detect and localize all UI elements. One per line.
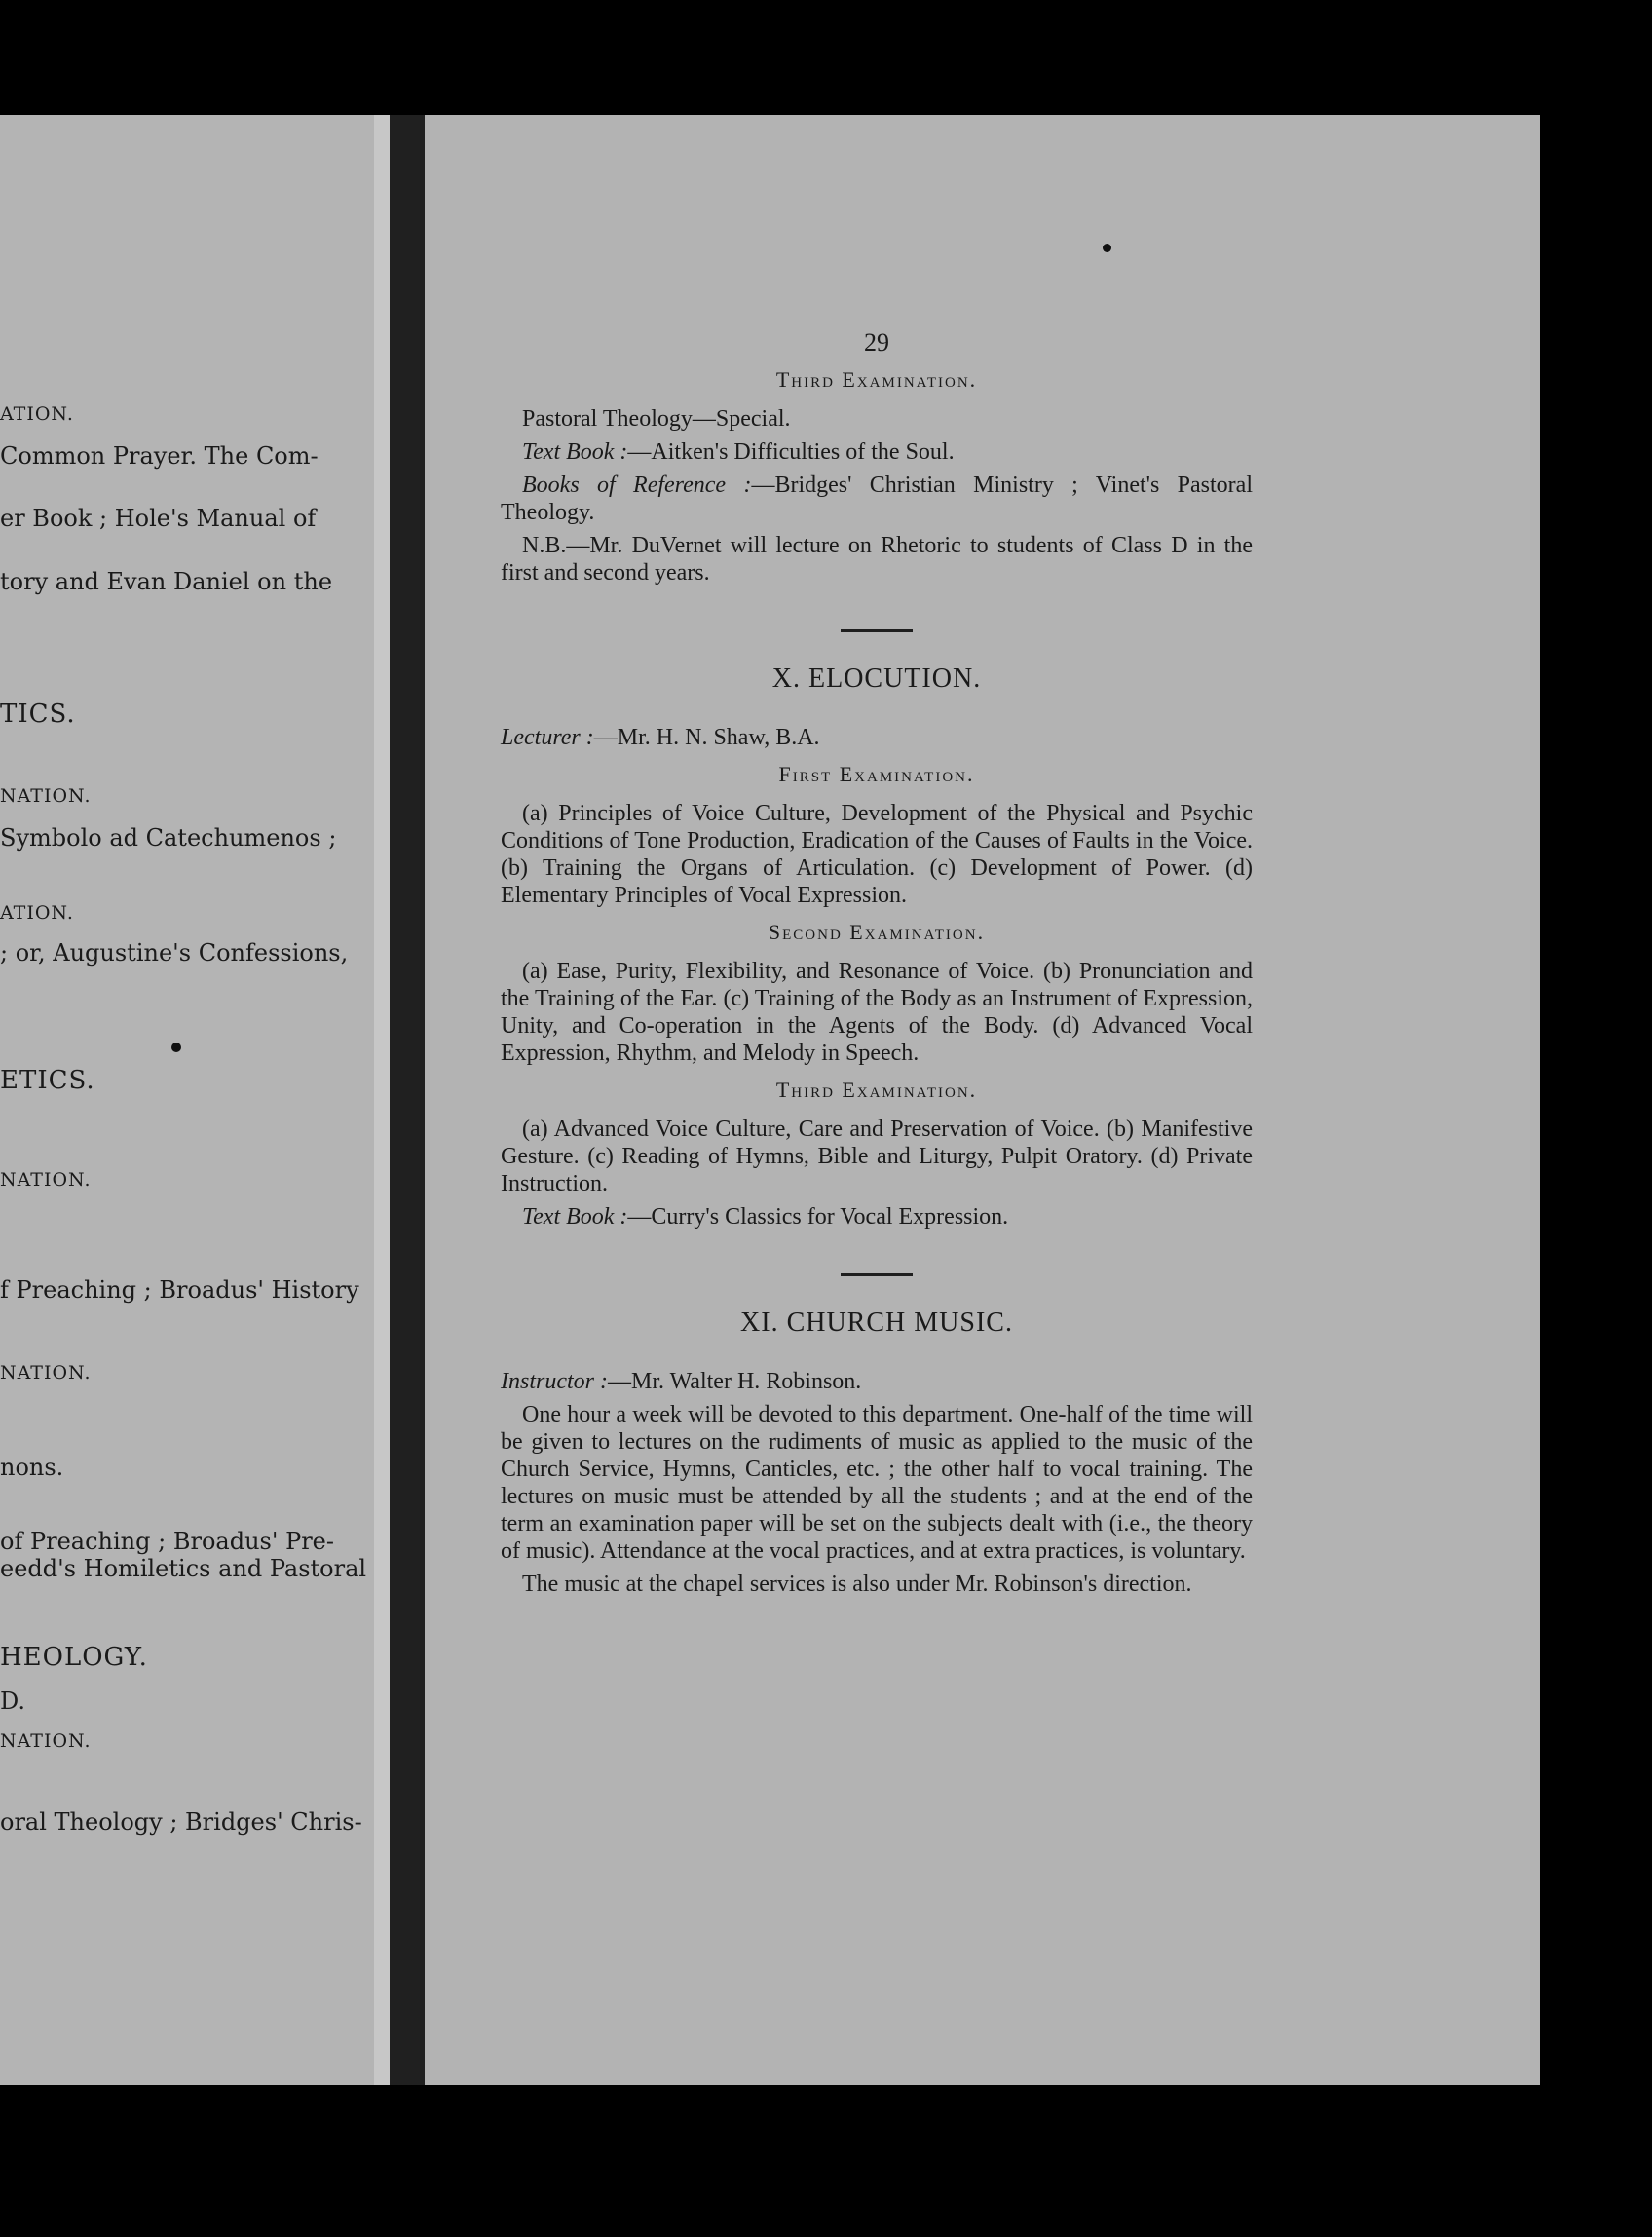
left-fragment: ; or, Augustine's Confessions, [0,939,349,967]
text-book-value: —Aitken's Difficulties of the Soul. [627,439,955,465]
gutter-edge [374,115,390,2085]
left-fragment: TICS. [0,700,76,729]
left-fragment: of Preaching ; Broadus' Pre- [0,1528,334,1555]
books-reference-label: Books of Reference : [522,473,752,498]
ink-speck [171,1043,181,1052]
instructor-line [501,1368,1253,1395]
left-fragment: Symbolo ad Catechumenos ; [0,824,337,852]
left-fragment: NATION. [0,1730,92,1752]
section-divider [841,1273,913,1276]
books-reference-line [501,472,1253,526]
elocution-textbook-line [501,1203,1253,1231]
books-reference-value: —Bridges' Christian Ministry ; Vinet's Pastoral Theology. [501,473,1253,525]
second-exam-text: (a) Ease, Purity, Flexibility, and Resonance of Voice. (b) Pronunciation and the Training of the Ear. (c) Training of the Body as an Instrument of Expression, Unity, and Co-operation in the Agents of the Body. (d) Advanced Vocal Expression, Rhythm, and Melody in Speech. [501,959,1253,1066]
church-music-para-2: The music at the chapel services is also under Mr. Robinson's direction. [522,1572,1192,1597]
instructor-label: Instructor : [501,1369,608,1394]
page-content [501,329,1253,1604]
left-fragment: NATION. [0,1169,92,1191]
left-fragment: er Book ; Hole's Manual of [0,505,317,532]
text-book-line [501,438,1253,466]
lecturer-line [501,724,1253,751]
elocution-textbook-value: —Curry's Classics for Vocal Expression. [627,1204,1009,1230]
first-exam-text: (a) Principles of Voice Culture, Development of the Physical and Psychic Conditions of Tone Production, Eradication of the Causes of Faults in the Voice. (b) Training the Organs of Articulation. (c) Development of Power. (d) Elementary Principles of Vocal Expression. [501,801,1253,908]
left-fragment: D. [0,1687,26,1715]
left-page [0,115,374,2085]
left-fragment: NATION. [0,785,92,807]
left-fragment: NATION. [0,1362,92,1384]
second-exam-heading: Second Examination. [768,920,986,944]
left-fragment: ATION. [0,902,74,924]
left-fragment: oral Theology ; Bridges' Chris- [0,1808,362,1836]
book-gutter [390,115,425,2085]
left-fragment: tory and Evan Daniel on the [0,568,333,595]
lecturer-value: —Mr. H. N. Shaw, B.A. [593,725,820,750]
third-exam-text: (a) Advanced Voice Culture, Care and Preservation of Voice. (b) Manifestive Gesture. (c) Reading of Hymns, Bible and Liturgy, Pulpit Oratory. (d) Private Instruction. [501,1117,1253,1196]
right-page [425,115,1540,2085]
left-fragment: f Preaching ; Broadus' History [0,1276,359,1304]
section-divider [841,629,913,632]
elocution-textbook-label: Text Book : [522,1204,628,1230]
church-music-para-1: One hour a week will be devoted to this department. One-half of the time will be given to lectures on the rudiments of music as applied to the music of the Church Service, Hymns, Canticles, etc. ; the other half to vocal training. The lectures on music must be attended by all the students ; and at the end of the term an examination paper will be set on the subjects dealt with (i.e., the theory of music). Attendance at the vocal practices, and at extra practices, is voluntary. [501,1402,1253,1564]
nb-note: N.B.—Mr. DuVernet will lecture on Rhetoric to students of Class D in the first and second years. [501,533,1253,586]
left-fragment: ATION. [0,403,74,425]
left-fragment: nons. [0,1454,64,1481]
church-music-title: XI. CHURCH MUSIC. [740,1308,1013,1338]
left-fragment: Common Prayer. The Com- [0,442,319,470]
ink-speck [1103,244,1111,252]
first-exam-heading: First Examination. [778,762,975,786]
left-fragment: HEOLOGY. [0,1643,148,1672]
pastoral-line: Pastoral Theology—Special. [522,406,791,432]
left-fragment: ETICS. [0,1066,95,1095]
page-number: 29 [864,328,889,357]
lecturer-label: Lecturer : [501,725,594,750]
third-exam-heading: Third Examination. [775,367,978,392]
left-fragment: eedd's Homiletics and Pastoral [0,1555,367,1582]
text-book-label: Text Book : [522,439,628,465]
elocution-title: X. ELOCUTION. [771,664,982,694]
instructor-value: —Mr. Walter H. Robinson. [608,1369,862,1394]
elocution-third-exam-heading: Third Examination. [775,1078,978,1102]
